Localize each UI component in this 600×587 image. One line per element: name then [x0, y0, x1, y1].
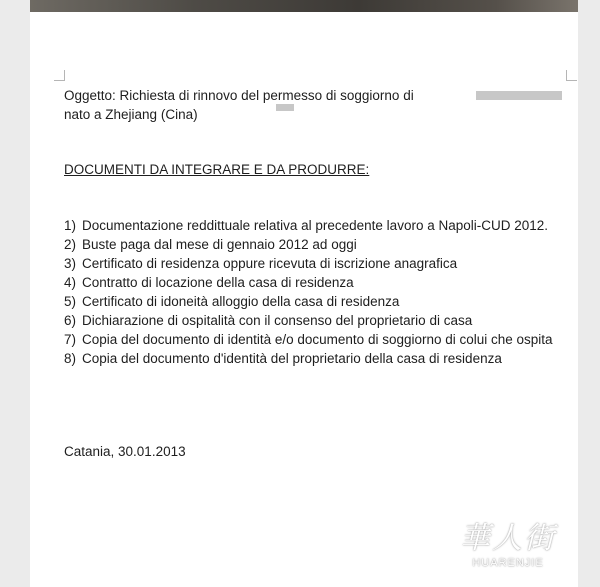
list-item-number: 5) — [64, 294, 77, 309]
list-item-number: 1) — [64, 218, 77, 233]
place-and-date: Catania, 30.01.2013 — [64, 444, 186, 459]
left-background — [0, 0, 30, 587]
list-item-text: Contratto di locazione della casa di residenza — [82, 275, 354, 290]
list-item — [64, 235, 570, 254]
section-heading: DOCUMENTI DA INTEGRARE E DA PRODURRE: — [64, 162, 370, 177]
margin-crop-mark-left — [54, 70, 65, 81]
list-item — [64, 311, 570, 330]
list-item — [64, 349, 570, 368]
site-watermark — [448, 522, 568, 580]
list-item — [64, 216, 570, 235]
watermark-chinese: 華人街 — [460, 521, 556, 556]
required-documents-list — [64, 216, 570, 368]
list-item-text: Certificato di idoneità alloggio della casa di residenza — [82, 294, 400, 309]
subject-line-birthplace: nato a Zhejiang (Cina) — [64, 107, 198, 122]
list-item-text: Documentazione reddittuale relativa al precedente lavoro a Napoli-CUD 2012. — [82, 218, 549, 233]
list-item-number: 7) — [64, 332, 77, 347]
watermark-latin: HUARENJIE — [472, 557, 544, 569]
list-item — [64, 292, 570, 311]
photo-top-edge — [30, 0, 578, 12]
list-item-text: Certificato di residenza oppure ricevuta di iscrizione anagrafica — [82, 256, 458, 271]
list-item-text: Dichiarazione di ospitalità con il consenso del proprietario di casa — [82, 313, 473, 328]
list-item-number: 2) — [64, 237, 77, 252]
redacted-mark — [276, 104, 294, 111]
list-item-text: Copia del documento d'identità del proprietario della casa di residenza — [82, 351, 502, 366]
list-item-number: 8) — [64, 351, 77, 366]
subject-line: Oggetto: Richiesta di rinnovo del permesso di soggiorno di — [64, 88, 414, 103]
list-item-number: 3) — [64, 256, 77, 271]
list-item — [64, 254, 570, 273]
list-item — [64, 330, 570, 349]
list-item — [64, 273, 570, 292]
list-item-number: 4) — [64, 275, 77, 290]
list-item-text: Buste paga dal mese di gennaio 2012 ad oggi — [82, 237, 357, 252]
right-background — [578, 0, 600, 587]
redacted-name — [476, 91, 562, 100]
list-item-number: 6) — [64, 313, 77, 328]
margin-crop-mark-right — [566, 70, 577, 81]
list-item-text: Copia del documento di identità e/o documento di soggiorno di colui che ospita — [82, 332, 553, 347]
